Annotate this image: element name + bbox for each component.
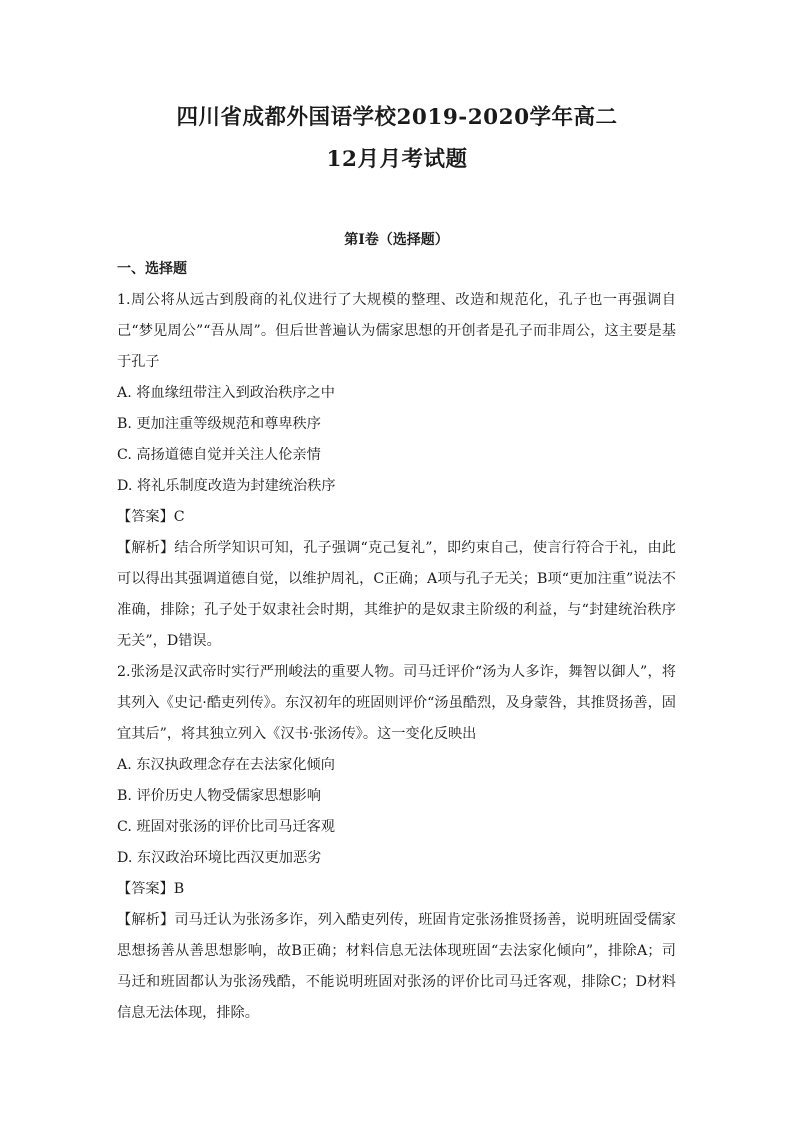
option-b: B. 更加注重等级规范和尊卑秩序 (117, 416, 321, 432)
analysis-text: 【解析】结合所学知识可知，孔子强调“克己复礼”，即约束自己，使言行符合于礼，由此可以得出其强调道德自觉，以维护周礼，C正确；A项与孔子无关；B项“更加注重”说法不准确，排除；孔子处于奴隶社会时期，其维护的是奴隶主阶级的利益，与“封建统治秩序无关”，D错误。 (117, 540, 676, 649)
option-a: A. 东汉执政理念存在去法家化倾向 (117, 757, 335, 773)
option-d: D. 将礼乐制度改造为封建统治秩序 (117, 478, 336, 494)
option-b: B. 评价历史人物受儒家思想影响 (117, 788, 321, 804)
part-heading: 一、选择题 (117, 261, 187, 277)
question-stem: 1.周公将从远古到殷商的礼仪进行了大规模的整理、改造和规范化，孔子也一再强调自己“梦见周公”“吾从周”。但后世普遍认为儒家思想的开创者是孔子而非周公，这主要是基于孔子 (117, 292, 676, 370)
option-d: D. 东汉政治环境比西汉更加恶劣 (117, 850, 322, 866)
question-stem: 2.张汤是汉武帝时实行严刑峻法的重要人物。司马迁评价“汤为人多诈，舞智以御人”，将其列入《史记·酷吏列传》。东汉初年的班固则评价“汤虽酷烈，及身蒙咎，其推贤扬善，固宜其后”，将其独立列入《汉书·张汤传》。这一变化反映出 (117, 664, 676, 742)
section-heading: 第Ⅰ卷（选择题） (344, 232, 449, 248)
option-a: A. 将血缘纽带注入到政治秩序之中 (117, 385, 335, 401)
document-title-line2: 12月月考试题 (326, 147, 468, 172)
question-2 (117, 657, 676, 1029)
option-c: C. 班固对张汤的评价比司马迁客观 (117, 819, 335, 835)
answer-label: 【答案】B (117, 881, 185, 897)
analysis-text: 【解析】司马迁认为张汤多诈，列入酷吏列传，班固肯定张汤推贤扬善，说明班固受儒家思想扬善从善思想影响，故B正确；材料信息无法体现班固“去法家化倾向”，排除A；司马迁和班固都认为张汤残酷，不能说明班固对张汤的评价比司马迁客观，排除C；D材料信息无法体现，排除。 (117, 912, 676, 1021)
document-body (117, 226, 676, 1029)
question-1 (117, 285, 676, 657)
answer-label: 【答案】C (117, 509, 185, 525)
document-title-line1: 四川省成都外国语学校2019-2020学年高二 (176, 105, 618, 130)
option-c: C. 高扬道德自觉并关注人伦亲情 (117, 447, 321, 463)
